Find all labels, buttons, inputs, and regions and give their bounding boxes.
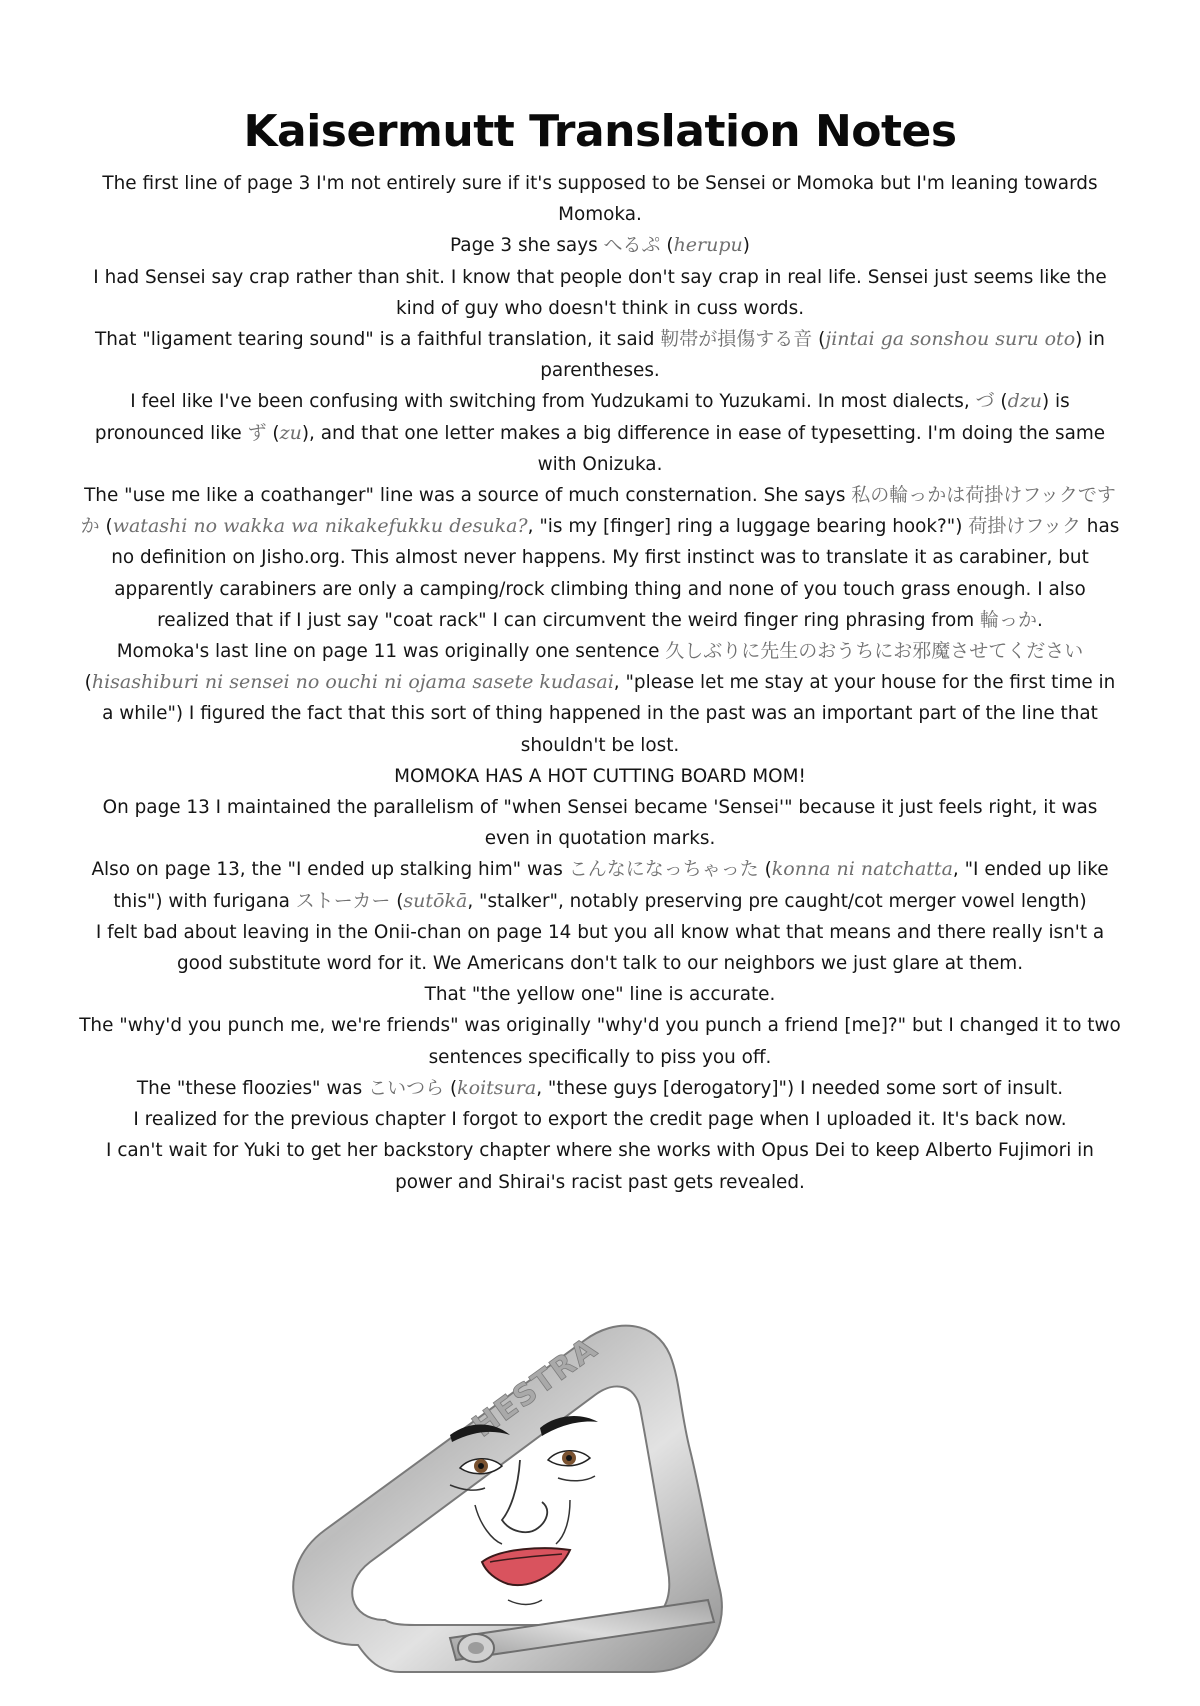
chin-lines (508, 1600, 542, 1605)
note-text: , "is my [finger] ring a luggage bearing hook?") (527, 516, 969, 538)
note-paragraph (78, 917, 1122, 979)
right-eye (548, 1451, 590, 1466)
note-text: . (1037, 609, 1043, 631)
note-text: I feel like I've been confusing with switching from Yudzukami to Yuzukami. In most dialects, (130, 391, 976, 413)
note-paragraph (78, 854, 1122, 916)
note-text: On page 13 I maintained the parallelism of "when Sensei became 'Sensei'" because it just feels right, it was even in quotation marks. (102, 797, 1098, 850)
note-text: ( (390, 890, 404, 912)
romaji-text: zu (279, 421, 302, 444)
note-text: , "I ended up like this") with furigana (113, 859, 1109, 912)
japanese-text: 荷掛けフック (968, 515, 1081, 538)
note-text: has no definition on Jisho.org. This almost never happens. My first instinct was to translate it as carabiner, but apparently carabiners are only a camping/rock climbing thing and none of you touch grass enough. I also realized that if I just say "coat rack" I can circumvent the weird finger ring phrasing from (111, 516, 1120, 631)
japanese-text: 私の輪っかは荷掛けフックですか (80, 484, 1116, 538)
romaji-text: koitsura (457, 1076, 537, 1099)
note-text: Momoka's last line on page 11 was originally one sentence (116, 641, 666, 663)
note-text: The "these floozies" was (136, 1077, 369, 1099)
note-paragraph (78, 1104, 1122, 1135)
note-text: MOMOKA HAS A HOT CUTTING BOARD MOM! (394, 765, 806, 787)
note-text: , "these guys [derogatory]") I needed some sort of insult. (536, 1077, 1064, 1099)
japanese-text: 輪っか (980, 608, 1038, 631)
japanese-text: 靭帯が損傷する音 (660, 328, 813, 351)
note-text: ( (660, 235, 674, 257)
note-paragraph (78, 480, 1122, 636)
note-text: I felt bad about leaving in the Onii-chan on page 14 but you all know what that means and there really isn't a good substitute word for it. We Americans don't talk to our neighbors we just glare at them. (95, 921, 1105, 975)
japanese-text: へるぷ (603, 234, 661, 257)
note-text: ( (994, 391, 1008, 413)
nose (502, 1460, 547, 1532)
romaji-text: herupu (673, 234, 743, 257)
note-paragraph (78, 979, 1122, 1010)
note-paragraph (78, 386, 1122, 480)
note-text: ) (742, 235, 750, 257)
japanese-text: こんなになっちゃった (568, 858, 759, 881)
note-text: ( (84, 672, 92, 694)
note-text: The "use me like a coathanger" line was a source of much consternation. She says (84, 485, 852, 507)
japanese-text: ストーカー (295, 889, 391, 912)
note-paragraph (78, 1010, 1122, 1072)
romaji-text: sutōkā (403, 889, 468, 912)
cheek-lines (475, 1500, 570, 1544)
note-text: ( (812, 329, 826, 351)
note-text: , "stalker", notably preserving pre caught/cot merger vowel length) (467, 890, 1087, 912)
note-text: I can't wait for Yuki to get her backstory chapter where she works with Opus Dei to keep Alberto Fujimori in power and Shirai's racist past gets revealed. (106, 1140, 1094, 1193)
rivet-center (468, 1642, 484, 1654)
note-text: ( (758, 859, 772, 881)
note-text: Page 3 she says (450, 235, 604, 257)
carabiner-face-illustration (270, 1300, 830, 1700)
romaji-text: watashi no wakka wa nikakefukku desuka? (112, 515, 528, 538)
note-paragraph (78, 1073, 1122, 1104)
note-text: ) in parentheses. (540, 329, 1105, 382)
romaji-text: konna ni natchatta (771, 858, 953, 881)
note-text: ( (266, 422, 280, 444)
note-text: , "please let me stay at your house for the first time in a while") I figured the fact that this sort of thing happened in the past was an important part of the line that shouldn't be lost. (102, 672, 1116, 756)
japanese-text: づ (975, 390, 995, 413)
romaji-text: hisashiburi ni sensei no ouchi ni ojama sasete kudasai (91, 671, 614, 694)
romaji-text: jintai ga sonshou suru oto (825, 328, 1076, 351)
note-text: ) is pronounced like (94, 391, 1070, 444)
note-text: That "the yellow one" line is accurate. (424, 984, 776, 1006)
note-text: That "ligament tearing sound" is a faithful translation, it said (95, 329, 661, 351)
note-text: ( (444, 1077, 458, 1099)
note-paragraph (78, 636, 1122, 761)
note-paragraph (78, 792, 1122, 854)
romaji-text: dzu (1007, 390, 1043, 413)
note-paragraph (78, 168, 1122, 230)
japanese-text: 久しぶりに先生のおうちにお邪魔させてください (665, 640, 1084, 663)
carabiner-engraving: HESTRA (466, 1330, 605, 1445)
note-paragraph (78, 324, 1122, 386)
note-paragraph (78, 1135, 1122, 1197)
japanese-text: ず (247, 421, 267, 444)
note-text: I realized for the previous chapter I forgot to export the credit page when I uploaded it. It's back now. (133, 1109, 1067, 1131)
note-text: I had Sensei say crap rather than shit. I know that people don't say crap in real life. Sensei just seems like the kind of guy who doesn't think in cuss words. (93, 266, 1107, 319)
japanese-text: こいつら (368, 1076, 445, 1099)
note-paragraph (78, 761, 1122, 792)
note-text: The first line of page 3 I'm not entirely sure if it's supposed to be Sensei or Momoka but I'm leaning towards Momoka. (102, 173, 1098, 226)
note-text: ( (99, 516, 113, 538)
note-text: ), and that one letter makes a big difference in ease of typesetting. I'm doing the same with Onizuka. (301, 422, 1106, 475)
note-text: The "why'd you punch me, we're friends" was originally "why'd you punch a friend [me]?" but I changed it to two sentences specifically to piss you off. (79, 1015, 1121, 1068)
note-paragraph (78, 230, 1122, 261)
translation-notes (78, 168, 1122, 1198)
page-title: Kaisermutt Translation Notes (243, 106, 957, 157)
note-paragraph (78, 262, 1122, 324)
carabiner (293, 1326, 722, 1672)
note-text: Also on page 13, the "I ended up stalking him" was (91, 859, 569, 881)
